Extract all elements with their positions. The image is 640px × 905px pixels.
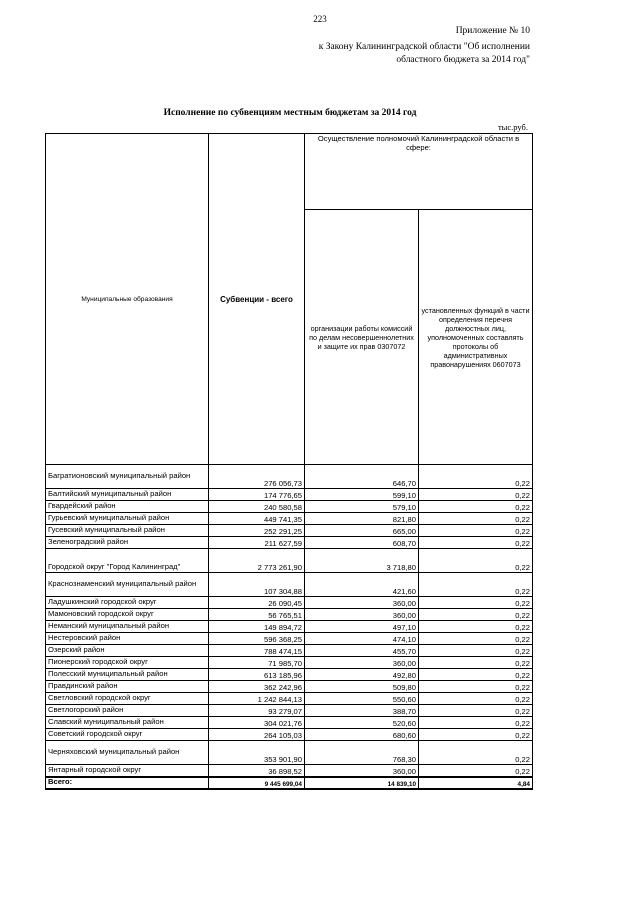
total-label: Всего:: [46, 777, 209, 789]
col-a-cell: 3 718,80: [305, 549, 419, 573]
col-b-cell: 0,22: [419, 705, 533, 717]
law-reference-line1: к Закону Калининградской области "Об исполнении: [318, 42, 530, 52]
appendix-label: Приложение № 10: [455, 26, 530, 36]
total-cell: 56 765,51: [209, 609, 305, 621]
table-row: [46, 645, 533, 657]
col-b-cell: 0,22: [419, 765, 533, 777]
col-a-cell: 520,60: [305, 717, 419, 729]
col-b-cell: 0,22: [419, 513, 533, 525]
col-a-cell: 608,70: [305, 537, 419, 549]
col-a-cell: 497,10: [305, 621, 419, 633]
table-row: [46, 657, 533, 669]
col-a-cell: 455,70: [305, 645, 419, 657]
grand-total: 9 445 699,04: [209, 777, 305, 789]
col-a-cell: 646,70: [305, 465, 419, 489]
col-b-cell: 0,22: [419, 681, 533, 693]
table-row: [46, 621, 533, 633]
col-b-cell: 0,22: [419, 537, 533, 549]
units-label: тыс.руб.: [497, 122, 528, 132]
total-cell: 449 741,35: [209, 513, 305, 525]
table-row: [46, 729, 533, 741]
municipality-cell: Зеленоградский район: [46, 537, 209, 549]
municipality-cell: Светлогорский район: [46, 705, 209, 717]
col-a-cell: 579,10: [305, 501, 419, 513]
col-a-cell: 360,00: [305, 657, 419, 669]
total-cell: 1 242 844,13: [209, 693, 305, 705]
col-a-cell: 492,80: [305, 669, 419, 681]
header-municipality: Муниципальные образования: [46, 134, 209, 465]
table-row: [46, 597, 533, 609]
table-row: [46, 465, 533, 489]
table-row: [46, 489, 533, 501]
col-a-cell: 665,00: [305, 525, 419, 537]
municipality-cell: Гурьевский муниципальный район: [46, 513, 209, 525]
col-b-cell: 0,22: [419, 717, 533, 729]
col-b-cell: 0,22: [419, 525, 533, 537]
total-cell: 211 627,59: [209, 537, 305, 549]
col-b-cell: 0,22: [419, 609, 533, 621]
municipality-cell: Советский городской округ: [46, 729, 209, 741]
total-row: [46, 777, 533, 789]
col-b-cell: 0,22: [419, 489, 533, 501]
total-cell: 107 304,88: [209, 573, 305, 597]
total-cell: 304 021,76: [209, 717, 305, 729]
table-row: [46, 549, 533, 573]
municipality-cell: Неманский муниципальный район: [46, 621, 209, 633]
col-b-cell: 0,22: [419, 645, 533, 657]
municipality-cell: Янтарный городской округ: [46, 765, 209, 777]
municipality-cell: Гвардейский район: [46, 501, 209, 513]
grand-total-b: 4,84: [419, 777, 533, 789]
municipality-cell: Багратионовский муниципальный район: [46, 465, 209, 489]
col-a-cell: 360,00: [305, 597, 419, 609]
col-b-cell: 0,22: [419, 549, 533, 573]
col-b-cell: 0,22: [419, 573, 533, 597]
grand-total-a: 14 839,10: [305, 777, 419, 789]
table-row: [46, 609, 533, 621]
col-a-cell: 474,10: [305, 633, 419, 645]
total-cell: 276 056,73: [209, 465, 305, 489]
municipality-cell: Нестеровский район: [46, 633, 209, 645]
total-cell: 149 894,72: [209, 621, 305, 633]
col-a-cell: 599,10: [305, 489, 419, 501]
table-row: [46, 717, 533, 729]
table-row: [46, 705, 533, 717]
total-cell: 26 090,45: [209, 597, 305, 609]
table-row: [46, 513, 533, 525]
total-cell: 362 242,96: [209, 681, 305, 693]
col-a-cell: 360,00: [305, 609, 419, 621]
col-b-cell: 0,22: [419, 693, 533, 705]
table-row: [46, 525, 533, 537]
col-b-cell: 0,22: [419, 669, 533, 681]
municipality-cell: Светловский городской округ: [46, 693, 209, 705]
col-a-cell: 360,00: [305, 765, 419, 777]
col-b-cell: 0,22: [419, 597, 533, 609]
col-a-cell: 821,80: [305, 513, 419, 525]
table-row: [46, 501, 533, 513]
col-a-cell: 388,70: [305, 705, 419, 717]
col-b-cell: 0,22: [419, 633, 533, 645]
municipality-cell: Славский муниципальный район: [46, 717, 209, 729]
table-row: [46, 537, 533, 549]
municipality-cell: Городской округ "Город Калининград": [46, 549, 209, 573]
total-cell: 240 580,58: [209, 501, 305, 513]
col-a-cell: 421,60: [305, 573, 419, 597]
table-body: [46, 465, 533, 789]
municipality-cell: Полесский муниципальный район: [46, 669, 209, 681]
table-row: [46, 741, 533, 765]
col-b-cell: 0,22: [419, 465, 533, 489]
municipality-cell: Пионерский городской округ: [46, 657, 209, 669]
col-b-cell: 0,22: [419, 729, 533, 741]
municipality-cell: Краснознаменский муниципальный район: [46, 573, 209, 597]
total-cell: 264 105,03: [209, 729, 305, 741]
law-reference-line2: областного бюджета за 2014 год": [396, 55, 530, 65]
col-b-cell: 0,22: [419, 657, 533, 669]
table-row: [46, 669, 533, 681]
table-row: [46, 573, 533, 597]
table-row: [46, 693, 533, 705]
table-row: [46, 633, 533, 645]
header-col-a: организации работы комиссий по делам несовершеннолетних и защите их прав 0307072: [305, 210, 419, 465]
municipality-cell: Ладушкинский городской округ: [46, 597, 209, 609]
municipality-cell: Черняховский муниципальный район: [46, 741, 209, 765]
header-col-b: установленных функций в части определения перечня должностных лиц, уполномоченных составлять протоколы об административных правонарушениях 0607073: [419, 210, 533, 465]
total-cell: 2 773 261,90: [209, 549, 305, 573]
total-cell: 613 185,96: [209, 669, 305, 681]
municipality-cell: Правдинский район: [46, 681, 209, 693]
municipality-cell: Гусевский муниципальный район: [46, 525, 209, 537]
subventions-table: [45, 133, 533, 790]
total-cell: 174 776,65: [209, 489, 305, 501]
total-cell: 36 898,52: [209, 765, 305, 777]
col-b-cell: 0,22: [419, 621, 533, 633]
page-number: 223: [313, 14, 327, 24]
table-row: [46, 765, 533, 777]
col-a-cell: 680,60: [305, 729, 419, 741]
total-cell: 788 474,15: [209, 645, 305, 657]
col-a-cell: 550,60: [305, 693, 419, 705]
municipality-cell: Балтийский муниципальный район: [46, 489, 209, 501]
total-cell: 596 368,25: [209, 633, 305, 645]
col-a-cell: 768,30: [305, 741, 419, 765]
municipality-cell: Озерский район: [46, 645, 209, 657]
total-cell: 93 279,07: [209, 705, 305, 717]
total-cell: 252 291,25: [209, 525, 305, 537]
table-row: [46, 681, 533, 693]
municipality-cell: Мамоновский городской округ: [46, 609, 209, 621]
col-b-cell: 0,22: [419, 501, 533, 513]
document-title: Исполнение по субвенциям местным бюджетам за 2014 год: [163, 108, 417, 118]
col-a-cell: 509,80: [305, 681, 419, 693]
total-cell: 353 901,90: [209, 741, 305, 765]
col-b-cell: 0,22: [419, 741, 533, 765]
header-total: Субвенции - всего: [209, 134, 305, 465]
total-cell: 71 985,70: [209, 657, 305, 669]
header-group: Осуществление полномочий Калининградской области в сфере:: [305, 134, 533, 210]
